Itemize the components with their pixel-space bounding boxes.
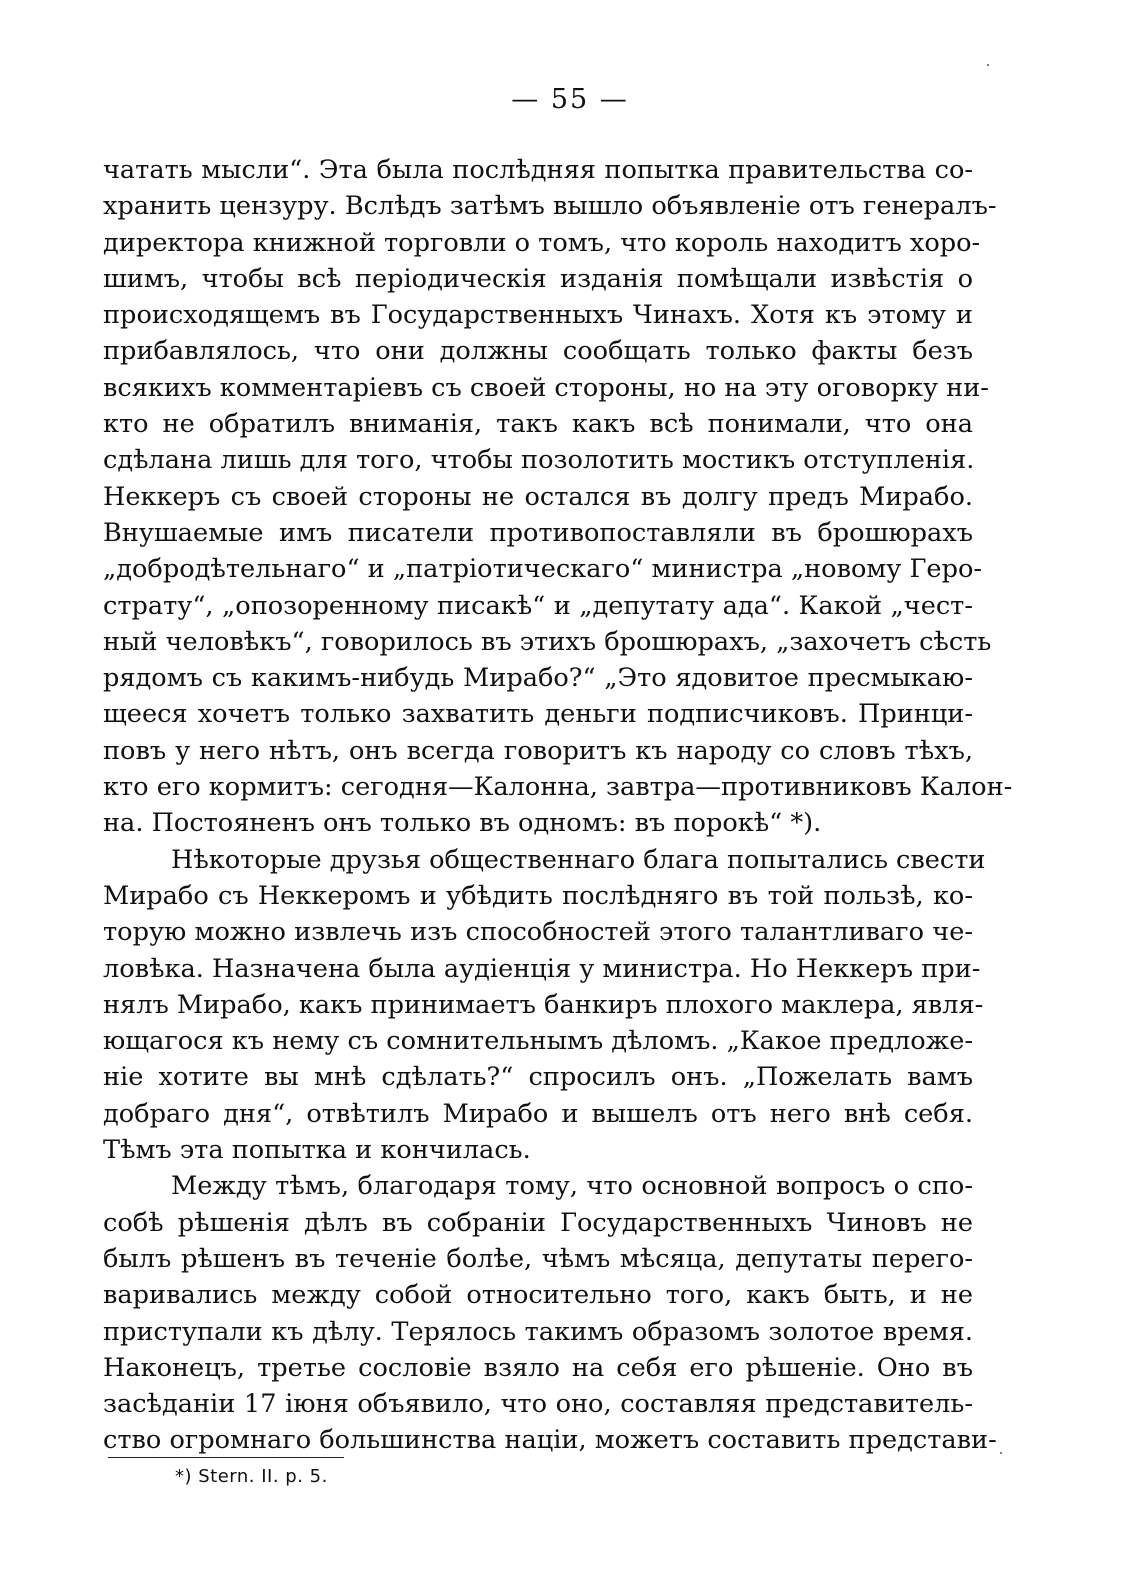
text-line: рядомъ съ какимъ-нибудь Мирабо?“ „Это ядовитое пресмыкаю- [103,663,973,694]
text-line: кто не обратилъ вниманія, такъ какъ всѣ понимали, что она [103,409,973,440]
text-line: „добродѣтельнаго“ и „патріотическаго“ министра „новому Геро- [103,554,983,585]
page-number: — 55 — [511,84,629,115]
text-line: торую можно извлечь изъ способностей этого талантливаго че- [103,917,973,948]
text-line: всякихъ комментаріевъ съ своей стороны, но на эту оговорку ни- [103,372,989,403]
footnote-divider [108,1457,344,1458]
text-line: ный человѣкъ“, говорилось въ этихъ брошюрахъ, „захочетъ сѣсть [103,626,992,657]
text-line: щееся хочетъ только захватить деньги подписчиковъ. Принци- [103,699,973,730]
text-line: ніе хотите вы мнѣ сдѣлать?“ спросилъ онъ. „Пожелать вамъ [103,1062,973,1093]
text-line: хранить цензуру. Вслѣдъ затѣмъ вышло объявленіе отъ генералъ- [103,191,997,222]
text-line: Мирабо съ Неккеромъ и убѣдить послѣдняго въ той пользѣ, ко- [103,880,973,911]
text-line: прибавлялось, что они должны сообщать только факты безъ [103,336,973,367]
body-text [103,152,1013,1459]
text-line: нялъ Мирабо, какъ принимаетъ банкиръ плохого маклера, явля- [103,989,984,1020]
text-line: приступали къ дѣлу. Терялось такимъ образомъ золотое время. [103,1316,973,1347]
text-line: Наконецъ, третье сословіе взяло на себя его рѣшеніе. Оно въ [103,1352,973,1383]
text-line: Между тѣмъ, благодаря тому, что основной вопросъ о спо- [171,1171,973,1202]
scan-speck [1000,1452,1002,1454]
text-line: Внушаемые имъ писатели противопоставляли въ брошюрахъ [103,517,973,548]
footnote: *) Stern. II. p. 5. [175,1466,328,1487]
text-line: ловѣка. Назначена была аудіенція у министра. Но Неккеръ при- [103,953,981,984]
text-line: Неккеръ съ своей стороны не остался въ долгу предъ Мирабо. [103,481,973,512]
text-line: ющагося къ нему съ сомнительнымъ дѣломъ. „Какое предложе- [103,1026,973,1057]
text-line: директора книжной торговли о томъ, что король находитъ хоро- [103,227,981,258]
text-line: Тѣмъ эта попытка и кончилась. [103,1135,531,1166]
text-line: засѣданіи 17 іюня объявило, что оно, составляя представитель- [103,1389,973,1420]
text-line: шимъ, чтобы всѣ періодическія изданія помѣщали извѣстія о [103,263,973,294]
text-line: сдѣлана лишь для того, чтобы позолотить мостикъ отступленія. [103,445,975,476]
text-line: чатать мысли“. Эта была послѣдняя попытка правительства со- [103,155,973,185]
text-line: добраго дня“, отвѣтилъ Мирабо и вышелъ отъ него внѣ себя. [103,1098,973,1129]
text-line: былъ рѣшенъ въ теченіе болѣе, чѣмъ мѣсяца, депутаты перего- [103,1243,973,1274]
text-line: ство огромнаго большинства націи, можетъ составить представи- [103,1425,997,1456]
text-line: на. Постояненъ онъ только въ одномъ: въ порокѣ“ *). [103,808,822,839]
text-line: повъ у него нѣтъ, онъ всегда говоритъ къ народу со словъ тѣхъ, [103,735,973,766]
text-line: кто его кормитъ: сегодня—Калонна, завтра—противниковъ Калон- [103,772,1013,803]
text-line: собѣ рѣшенія дѣлъ въ собраніи Государственныхъ Чиновъ не [103,1207,973,1238]
text-line: варивались между собой относительно того, какъ быть, и не [103,1280,973,1311]
scan-speck [987,64,989,66]
text-line: происходящемъ въ Государственныхъ Чинахъ. Хотя къ этому и [103,300,973,331]
text-line: страту“, „опозоренному писакѣ“ и „депутату ада“. Какой „чест- [103,590,973,621]
text-line: Нѣкоторые друзья общественнаго блага попытались свести [171,844,986,875]
